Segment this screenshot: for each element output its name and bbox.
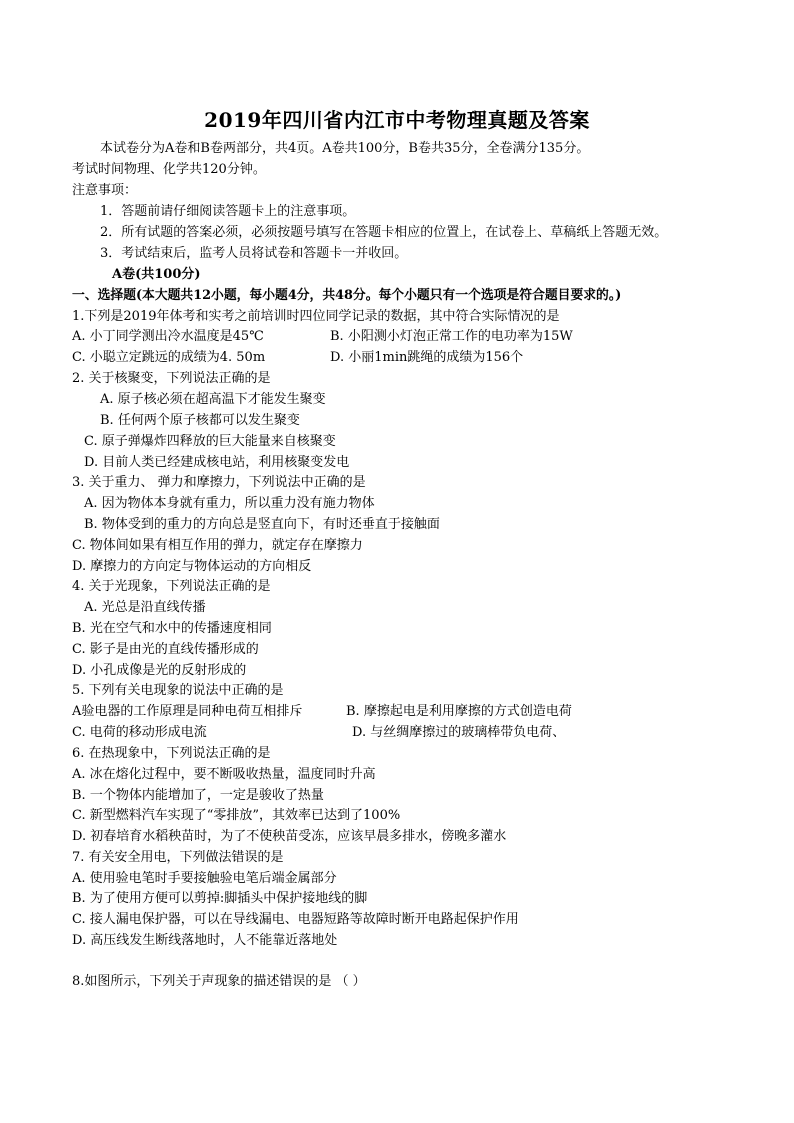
question-2-option-a: A. 原子核必须在超高温下才能发生聚变: [100, 392, 326, 407]
question-6-option-c: C. 新型燃料汽车实现了“零排放”，其效率已达到了100%: [72, 808, 401, 823]
question-8-stem: 8.如图所示，下列关于声现象的描述错误的是 （ ）: [72, 974, 366, 989]
question-4-option-d: D. 小孔成像是光的反射形成的: [72, 663, 247, 678]
question-5-option-b: B. 摩擦起电是利用摩擦的方式创造电荷: [346, 704, 572, 719]
part1-heading: 一、选择题(本大题共12小题，每小题4分，共48分。每个小题只有一个选项是符合题目要求的。): [72, 288, 622, 303]
notice-item-1: 1．答题前请仔细阅读答题卡上的注意事项。: [100, 204, 356, 219]
question-2-option-d: D. 目前人类已经建成核电站，利用核聚变发电: [84, 455, 350, 470]
intro-line-2: 考试时间物理、化学共120分钟。: [72, 162, 266, 177]
question-5-option-a: A验电器的工作原理是同种电荷互相排斥: [72, 704, 303, 719]
question-7-stem: 7. 有关安全用电，下列做法错误的是: [72, 850, 284, 865]
question-4-option-a: A. 光总是沿直线传播: [84, 600, 206, 615]
question-3-option-c: C. 物体间如果有相互作用的弹力，就定存在摩擦力: [72, 538, 363, 553]
question-6-option-b: B. 一个物体内能增加了，一定是骏收了热量: [72, 788, 324, 803]
notice-item-2: 2．所有试题的答案必须，必须按题号填写在答题卡相应的位置上，在试卷上、草稿纸上答题无效。: [100, 225, 668, 240]
question-2-option-b: B. 任何两个原子核都可以发生聚变: [100, 413, 300, 428]
question-3-option-a: A. 因为物体本身就有重力，所以重力没有施力物体: [84, 496, 375, 511]
question-1-option-d: D. 小丽1min跳绳的成绩为156个: [330, 350, 524, 365]
question-2-option-c: C. 原子弹爆炸四释放的巨大能量来自核聚变: [84, 434, 336, 449]
question-1-option-b: B. 小阳测小灯泡正常工作的电功率为15W: [330, 329, 573, 344]
question-7-option-d: D. 高压线发生断线落地时，人不能靠近落地处: [72, 933, 338, 948]
page-title: 2019年四川省内江市中考物理真题及答案: [204, 108, 590, 132]
question-7-option-a: A. 使用验电笔时手要接触验电笔后端金属部分: [72, 871, 337, 886]
question-3-option-d: D. 摩擦力的方向定与物体运动的方向相反: [72, 559, 312, 574]
question-3-stem: 3. 关于重力、 弹力和摩擦力，下列说法中正确的是: [72, 475, 366, 490]
question-5-stem: 5. 下列有关电现象的说法中正确的是: [72, 683, 284, 698]
section-a-heading: A卷(共100分): [112, 267, 201, 282]
question-6-option-a: A. 冰在熔化过程中，要不断吸收热量，温度同时升高: [72, 767, 376, 782]
question-5-option-c: C. 电荷的移动形成电流: [72, 725, 207, 740]
intro-line-1: 本试卷分为A卷和B卷两部分，共4页。A卷共100分，B卷共35分，全卷满分135分。: [100, 141, 590, 156]
question-6-option-d: D. 初春培育水稻秧苗时，为了不使秧苗受冻，应该早晨多排水，傍晚多灌水: [72, 829, 507, 844]
question-5-option-d: D. 与丝绸摩擦过的玻璃棒带负电荷、: [352, 725, 566, 740]
question-4-option-b: B. 光在空气和水中的传播速度相同: [72, 621, 272, 636]
question-2-stem: 2. 关于核聚变，下列说法正确的是: [72, 371, 271, 386]
question-3-option-b: B. 物体受到的重力的方向总是竖直向下，有时还垂直于接触面: [84, 517, 440, 532]
question-7-option-c: C. 接人漏电保护器，可以在导线漏电、电器短路等故障时断开电路起保护作用: [72, 912, 519, 927]
question-1-stem: 1.下列是2019年体考和实考之前培训时四位同学记录的数据，其中符合实际情况的是: [72, 309, 560, 324]
question-7-option-b: B. 为了使用方便可以剪掉:脚插头中保护接地线的脚: [72, 891, 368, 906]
question-4-option-c: C. 影子是由光的直线传播形成的: [72, 642, 259, 657]
question-6-stem: 6. 在热现象中，下列说法正确的是: [72, 746, 271, 761]
question-1-option-a: A. 小丁同学测出冷水温度是45℃: [72, 329, 264, 344]
notice-heading: 注意事项：: [72, 183, 138, 198]
notice-item-3: 3．考试结束后，监考人员将试卷和答题卡一并收回。: [100, 246, 408, 261]
question-1-option-c: C. 小聪立定跳远的成绩为4. 50m: [72, 350, 266, 365]
question-4-stem: 4. 关于光现象，下列说法正确的是: [72, 579, 271, 594]
